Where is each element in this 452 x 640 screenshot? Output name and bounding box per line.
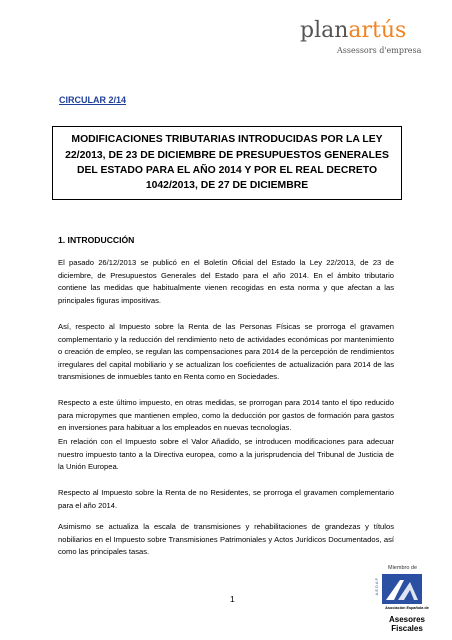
paragraph-itp: Asimismo se actualiza la escala de transmisiones y rehabilitaciones de grandezas y títulos nobiliarios en el Impuesto sobre Transmisiones Patrimoniales y Actos Jurídicos Documentados, así como las principales tasas. (58, 522, 394, 557)
title-line: MODIFICACIONES TRIBUTARIAS INTRODUCIDAS POR LA LEY (71, 134, 383, 146)
aedaf-name-line: Fiscales (391, 624, 423, 633)
aedaf-emblem-icon (382, 574, 422, 604)
circular-label: CIRCULAR 2/14 (59, 95, 127, 105)
paragraph-irpf: Así, respecto al Impuesto sobre la Renta de las Personas Físicas se prorroga el gravamen complementario y la reducción del rendimiento neto de actividades económicas por mantenimiento o creación de empleo, se regulan las compensaciones para 2014 de la percepción de rendimientos irregulares del capital mobiliario y se actualizan los coeficientes de actualización para 2014 de las transmisiones de inmuebles tanto en Renta como en Sociedades. (58, 322, 394, 382)
logo-text-artus: artús (348, 18, 407, 43)
member-label: Miembro de (388, 565, 418, 571)
page-number: 1 (230, 594, 235, 604)
title-line: 1042/2013, DE 27 DE DICIEMBRE (145, 180, 309, 192)
aedaf-badge (368, 565, 438, 637)
aedaf-name-line: Asesores (388, 615, 426, 624)
paragraph-sociedades: Respecto a este último impuesto, en otras medidas, se prorrogan para 2014 tanto el tipo reducido para micropymes que mantienen empleo, como la deducción por gastos de formación para gastos en inversiones para habituar a los empleados en nuevas tecnologías. (58, 398, 394, 433)
section-heading: 1. INTRODUCCIÓN (58, 235, 135, 245)
paragraph-irnr: Respecto al Impuesto sobre la Renta de no Residentes, se prorroga el gravamen complementario para el año 2014. (58, 488, 394, 510)
aedaf-small-text: Asociación Española de (385, 606, 429, 610)
document-title-box (52, 126, 402, 200)
paragraph-iva: En relación con el Impuesto sobre el Valor Añadido, se introducen modificaciones para adecuar nuestro impuesto tanto a la Directiva europea, como a la jurisprudencia del Tribunal de Justicia de la Unión Europea. (58, 437, 394, 472)
aedaf-vertical-text: AEDAF (374, 577, 379, 596)
logo-wordmark (300, 18, 406, 43)
company-logo (300, 18, 440, 64)
logo-text-plan: plan (300, 18, 349, 43)
document-title (65, 132, 389, 193)
logo-subtitle: Assessors d'empresa (337, 46, 422, 55)
aedaf-name (376, 615, 438, 633)
paragraph-intro: El pasado 26/12/2013 se publicó en el Boletín Oficial del Estado la Ley 22/2013, de 23 de diciembre, de Presupuestos Generales del Estado para el año 2014. En el ámbito tributario contiene las medidas que habitualmente vienen recogidas en esta norma y que afectan a las principales figuras impositivas. (58, 258, 394, 305)
title-line: DEL ESTADO PARA EL AÑO 2014 Y POR EL REAL DECRETO (76, 165, 378, 176)
title-line: 22/2013, DE 23 DE DICIEMBRE DE PRESUPUESTOS GENERALES (65, 149, 389, 161)
